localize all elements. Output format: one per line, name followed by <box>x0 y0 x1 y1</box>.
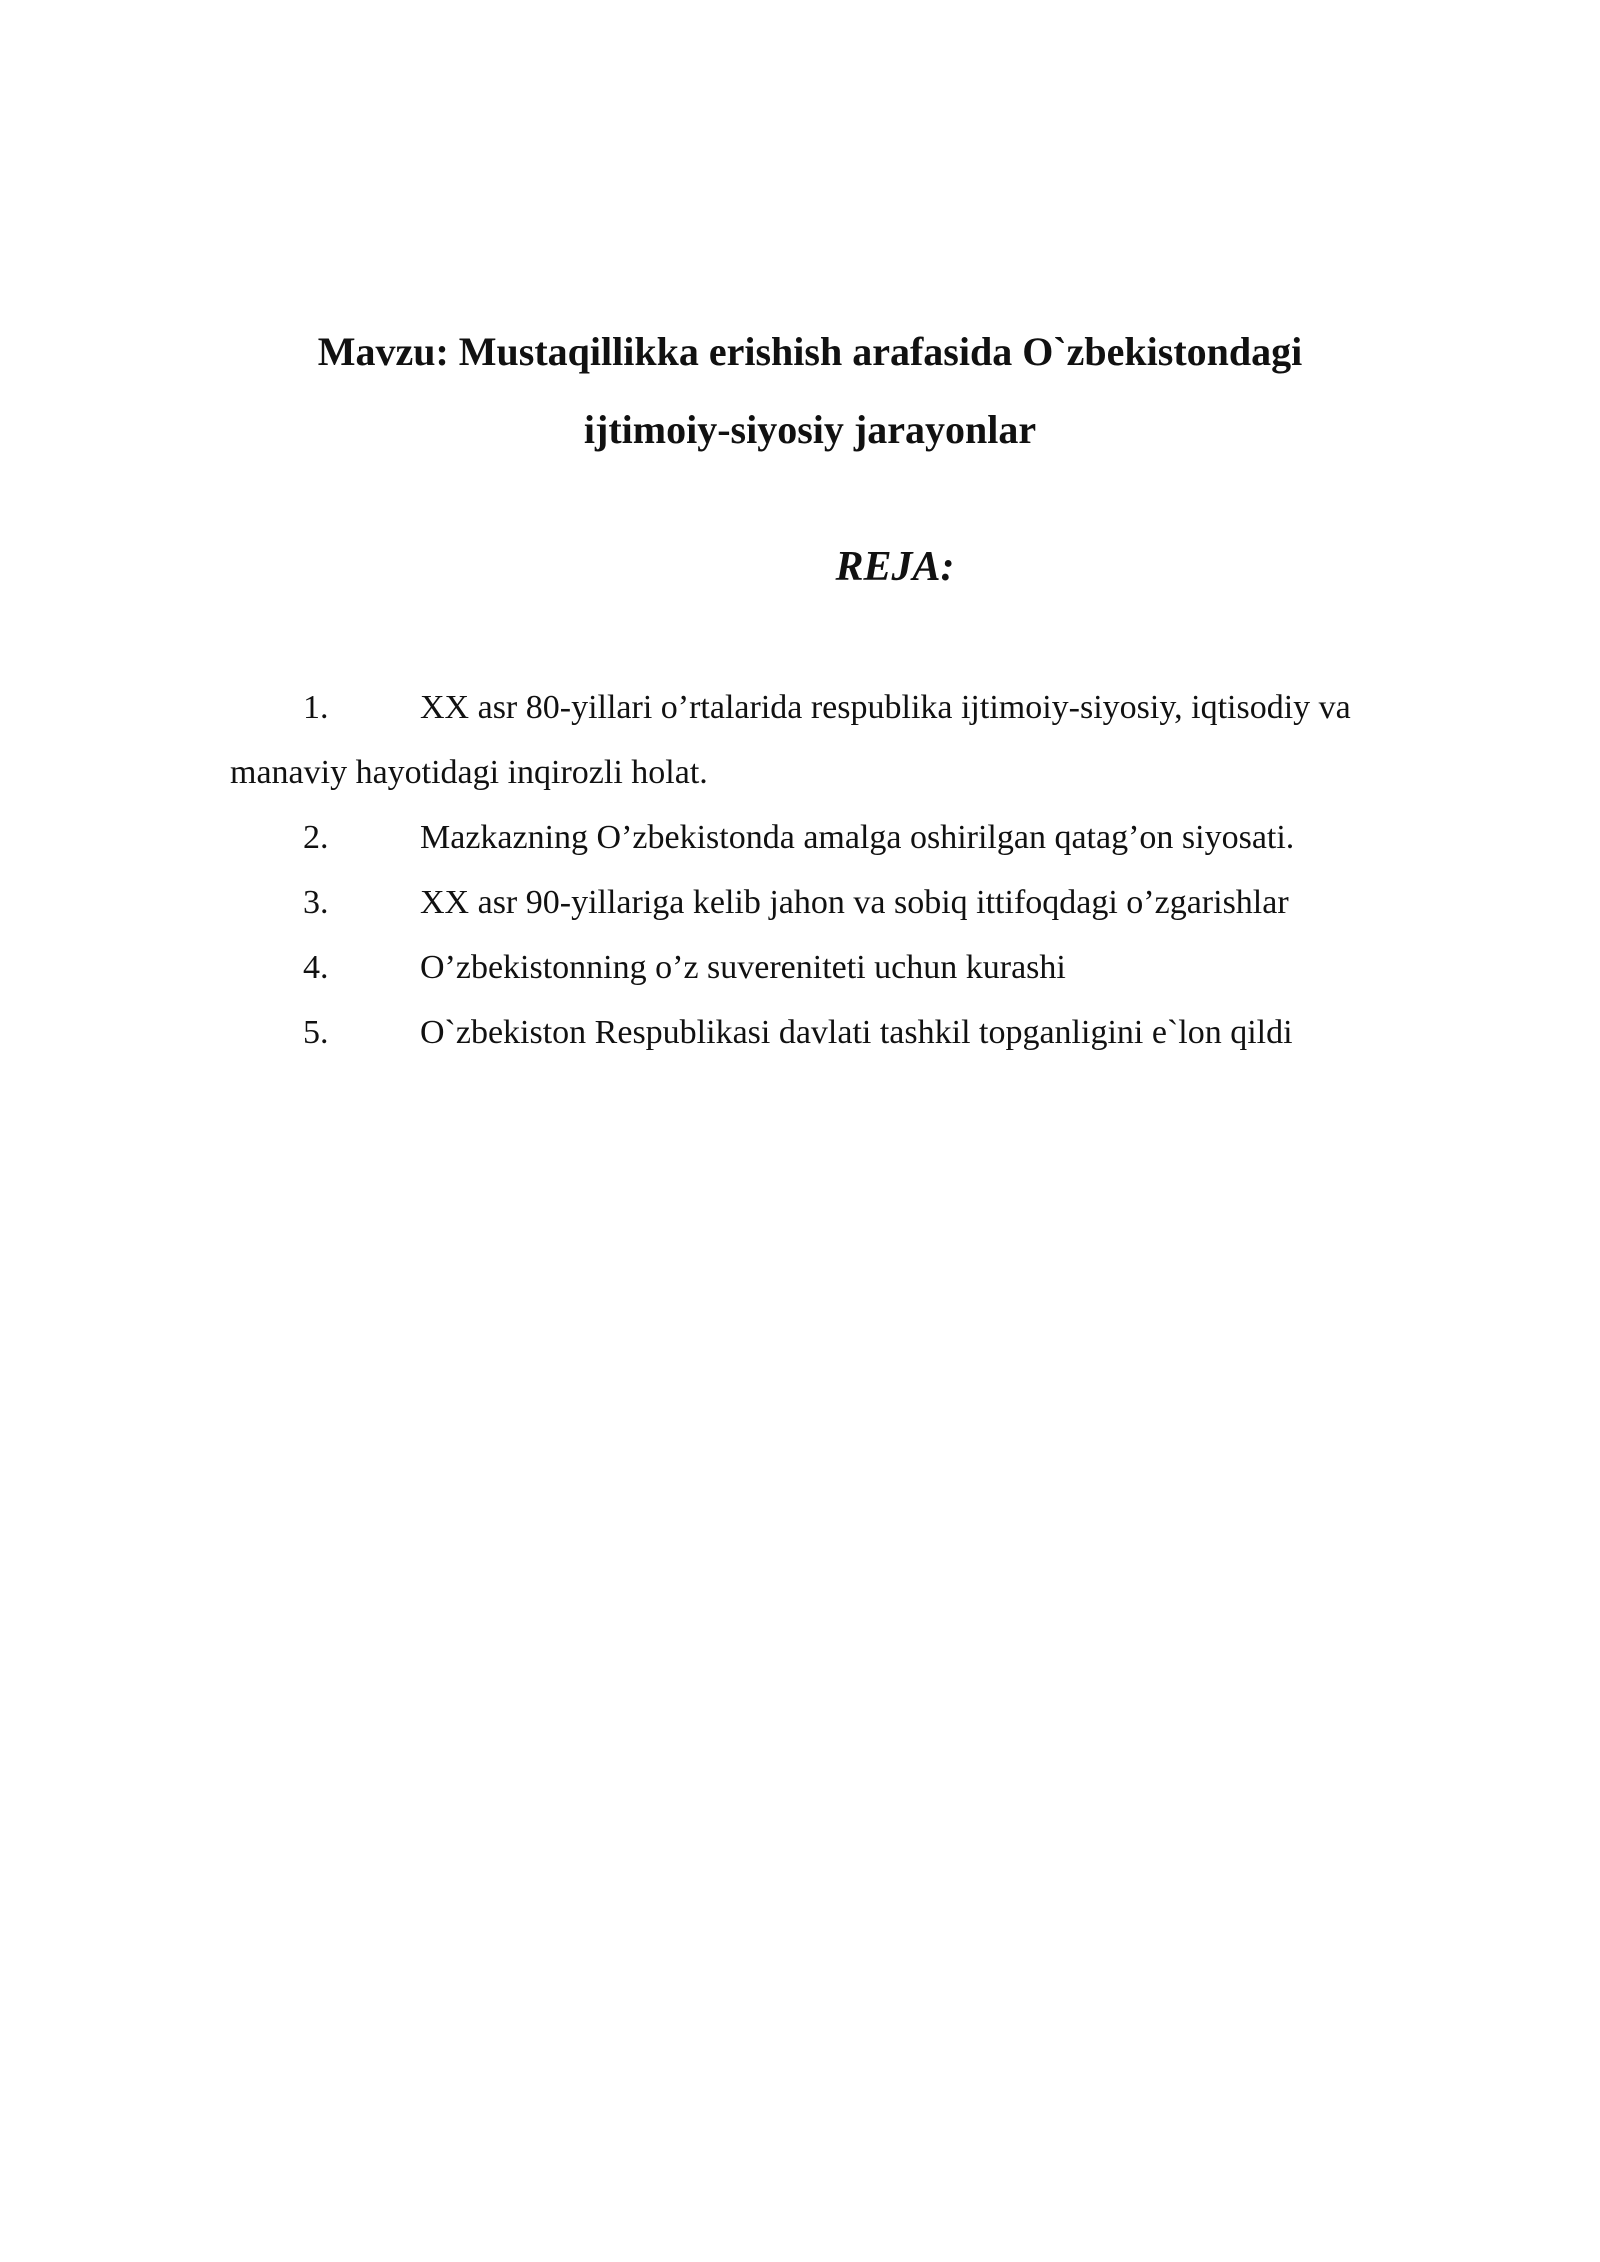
plan-item-number: 5. <box>303 1014 329 1051</box>
plan-heading: REJA: <box>835 544 955 590</box>
title-line-1: Mavzu: Mustaqillikka erishish arafasida O`zbekistondagi <box>317 329 1303 374</box>
plan-item-number: 2. <box>303 819 329 856</box>
title-line-2: ijtimoiy-siyosiy jarayonlar <box>583 407 1037 452</box>
plan-item-text: O`zbekiston Respublikasi davlati tashkil topganligini e`lon qildi <box>420 1014 1293 1051</box>
plan-item-continuation: manaviy hayotidagi inqirozli holat. <box>230 754 708 791</box>
plan-item-4 <box>230 935 1470 1000</box>
plan-item-number: 4. <box>303 949 329 986</box>
plan-item-text: XX asr 80-yillari o’rtalarida respublika ijtimoiy-siyosiy, iqtisodiy va <box>420 689 1351 726</box>
plan-item-number: 1. <box>303 689 329 726</box>
plan-item-text: O’zbekistonning o’z suvereniteti uchun kurashi <box>420 949 1066 986</box>
plan-item-5 <box>230 1000 1470 1065</box>
plan-item-2 <box>230 805 1470 870</box>
plan-item-text: XX asr 90-yillariga kelib jahon va sobiq ittifoqdagi o’zgarishlar <box>420 884 1289 921</box>
plan-item-number: 3. <box>303 884 329 921</box>
plan-item-1 <box>230 675 1470 805</box>
plan-item-text: Mazkazning O’zbekistonda amalga oshirilgan qatag’on siyosati. <box>420 819 1295 856</box>
plan-item-3 <box>230 870 1470 935</box>
document-title <box>230 313 1390 469</box>
plan-list <box>230 675 1470 1065</box>
